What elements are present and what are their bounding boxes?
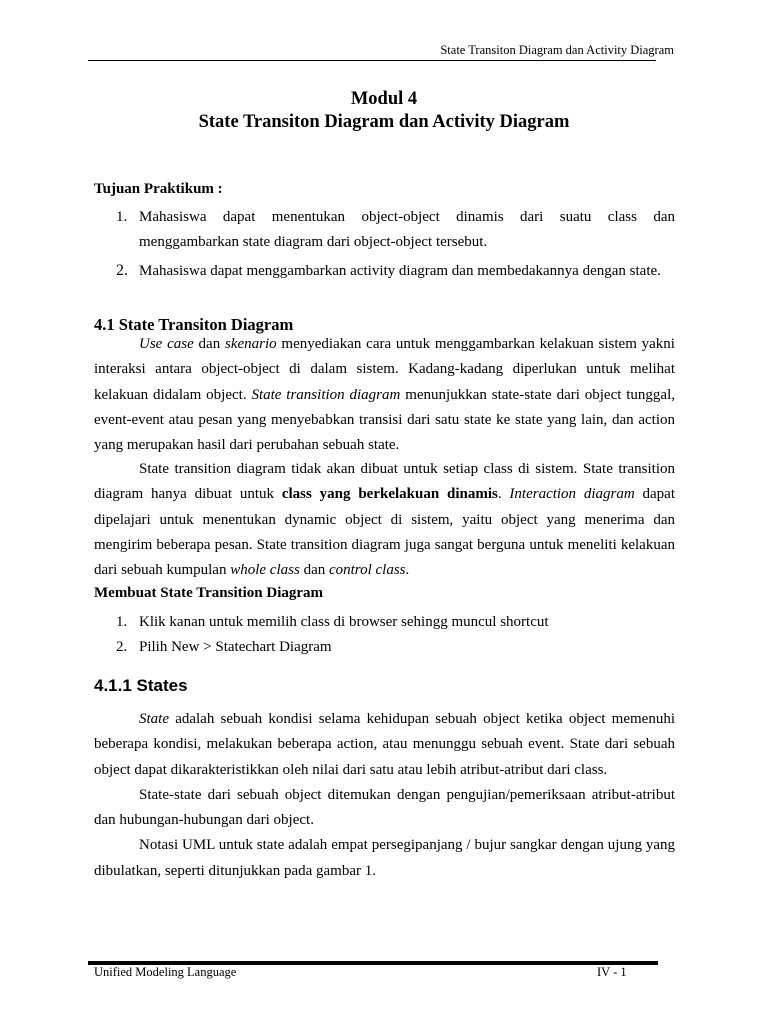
text-run: . xyxy=(405,562,410,579)
steps-list xyxy=(94,610,675,659)
page-number: IV - 1 xyxy=(597,965,627,979)
emphasis: Interaction diagram xyxy=(509,486,635,503)
header-rule xyxy=(88,60,656,61)
text-run: menyediakan cara untuk menggambarkan kelakuan sistem yakni interaksi antara object-object di dalam sistem. Kadang-kadang diperlukan untuk melihat kelakuan didalam object. xyxy=(94,336,675,403)
list-number: 1. xyxy=(116,614,128,630)
text-run: . xyxy=(497,486,510,503)
footer-left: Unified Modeling Language xyxy=(94,965,237,979)
text-run: dan xyxy=(193,336,225,352)
emphasis: State xyxy=(139,711,169,727)
emphasis: whole class xyxy=(230,562,300,579)
section-heading-4-1-1: 4.1.1 States xyxy=(94,676,188,695)
list-number: 1. xyxy=(116,209,128,225)
list-number: 2. xyxy=(116,262,128,279)
list-number: 2. xyxy=(116,638,128,655)
text-run: adalah sebuah kondisi selama kehidupan sebuah object ketika object memenuhi beberapa kondisi, melakukan beberapa action, atau menunggu sebuah event. State dari sebuah object dapat dikarakteristikkan oleh nilai dari satu atau lebih atribut-atribut dari class. xyxy=(94,711,675,778)
paragraph: State-state dari sebuah object ditemukan dengan pengujian/pemeriksaan atribut-atribut dan hubungan-hubungan dari object. xyxy=(94,786,675,829)
emphasis: Use case xyxy=(139,336,194,352)
paragraph xyxy=(94,457,675,583)
running-header: State Transiton Diagram dan Activity Diagram xyxy=(440,43,674,57)
list-text: Pilih New > Statechart Diagram xyxy=(139,638,332,655)
text-run: menunjukkan state-state dari object tunggal, event-event atau pesan yang menyebabkan transisi dari satu state ke state yang lain, dan action yang merupakan hasil dari perubahan sebuah state. xyxy=(94,386,675,454)
list-item xyxy=(94,610,675,635)
emphasis: State transition diagram xyxy=(251,386,401,403)
paragraph xyxy=(94,332,675,458)
list-text: Mahasiswa dapat menentukan object-object dinamis dari suatu class dan menggambarkan state diagram dari object-object tersebut. xyxy=(139,209,675,250)
section-heading-4-1: 4.1 State Transiton Diagram xyxy=(94,315,294,334)
text-run: dapat dipelajari untuk menentukan dynamic object di sistem, yaitu object yang menerima dan mengirim beberapa pesan. State transition diagram juga sangat berguna untuk meneliti kelakuan dari sebuah kumpulan xyxy=(94,486,676,579)
list-text: Klik kanan untuk memilih class di browser sehingg muncul shortcut xyxy=(139,614,549,630)
paragraph: Notasi UML untuk state adalah empat persegipanjang / bujur sangkar dengan ujung yang dibulatkan, seperti ditunjukkan pada gambar 1. xyxy=(94,837,675,879)
emphasis: control class xyxy=(328,562,406,579)
bold-phrase: class yang berkelakuan dinamis xyxy=(281,486,498,503)
module-title: State Transiton Diagram dan Activity Diagram xyxy=(198,112,570,132)
module-number: Modul 4 xyxy=(350,89,418,109)
text-run: State transition diagram tidak akan dibuat untuk setiap class di sistem. State transition diagram hanya dibuat untuk xyxy=(94,461,675,503)
list-text: Mahasiswa dapat menggambarkan activity diagram dan membedakannya dengan state. xyxy=(139,263,661,279)
states-paragraphs xyxy=(94,707,675,884)
tujuan-item xyxy=(94,205,675,255)
emphasis: skenario xyxy=(224,336,277,352)
paragraph xyxy=(94,707,675,783)
tujuan-heading: Tujuan Praktikum : xyxy=(94,181,223,197)
tujuan-item xyxy=(94,257,675,285)
subheading-membuat: Membuat State Transition Diagram xyxy=(94,585,324,601)
list-item xyxy=(94,635,675,660)
text-run: dan xyxy=(299,562,329,579)
